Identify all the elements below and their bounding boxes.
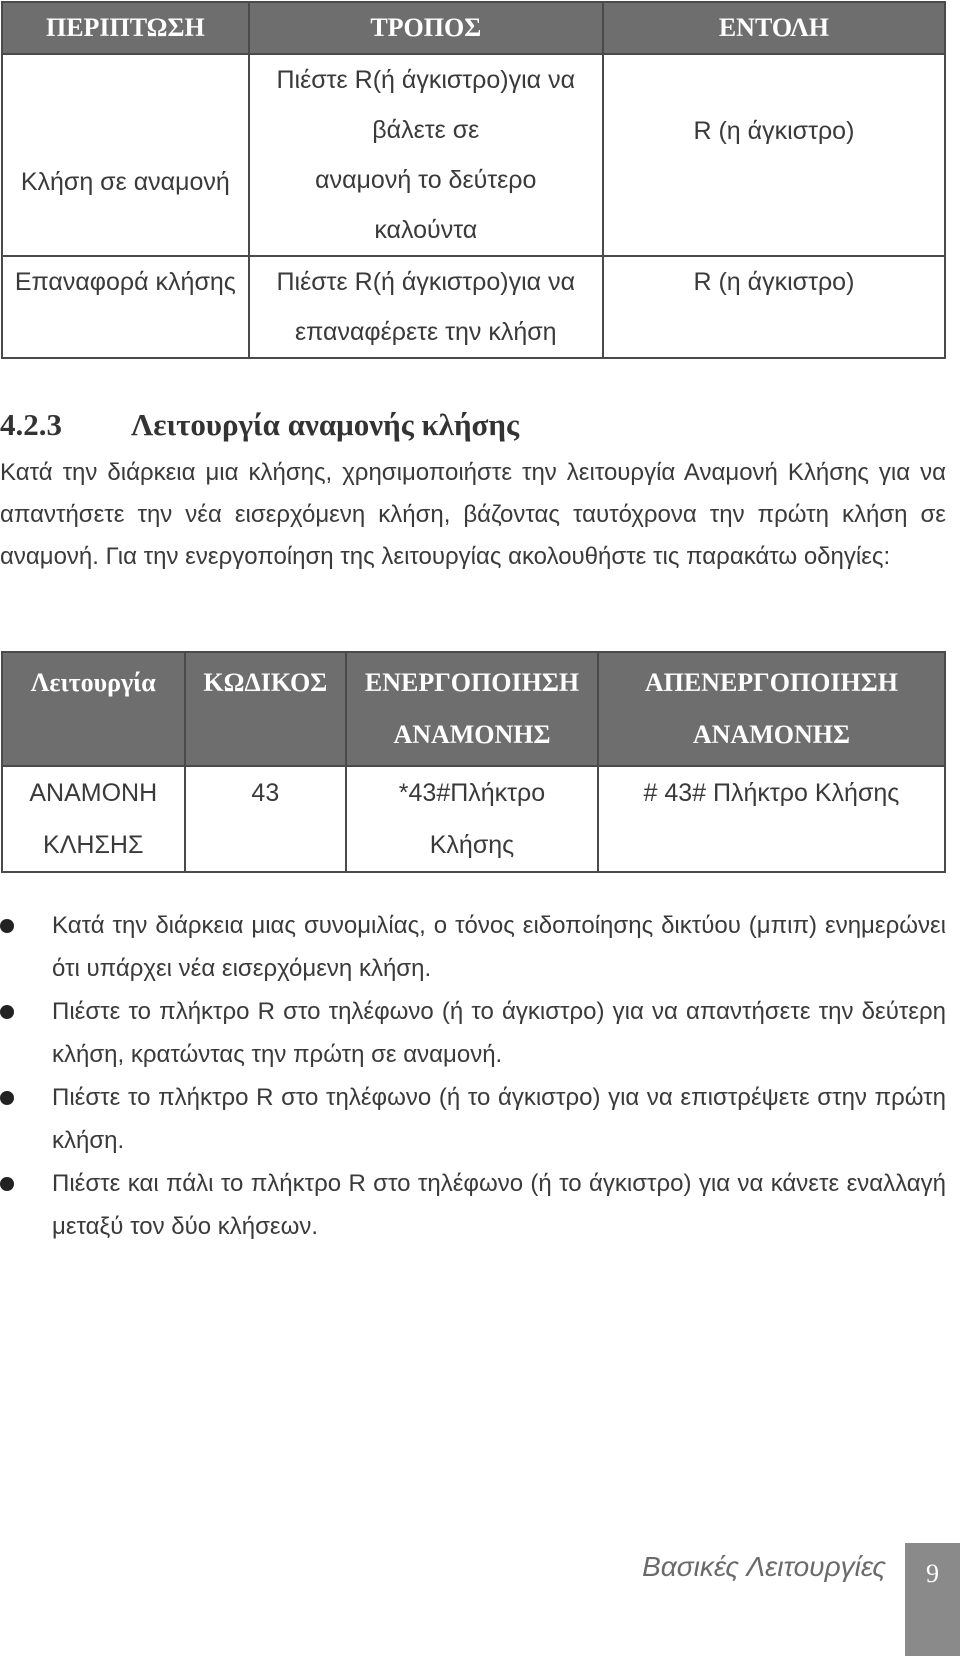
table-header-row [2,2,945,54]
bullet-icon [0,1177,14,1191]
header-method: ΤΡΟΠΟΣ [249,2,603,54]
table-row [2,256,945,358]
list-item-text: Πιέστε και πάλι το πλήκτρο R στο τηλέφωνο (ή το άγκιστρο) για να κάνετε εναλλαγή μεταξύ τον δύο κλήσεων. [52,1170,946,1240]
method-line: Πιέστε R(ή άγκιστρο)για να [276,66,576,94]
list-item [0,990,946,1076]
list-item [0,1076,946,1162]
case-cell: Επαναφορά κλήσης [2,256,249,358]
code-cell: 43 [185,766,347,872]
footer-title: Βασικές Λειτουργίες [642,1551,886,1582]
method-line: καλούντα [374,216,478,244]
header-command: ΕΝΤΟΛΗ [603,2,945,54]
section-heading [0,398,519,452]
method-line: αναμονή το δεύτερο [315,166,537,194]
header-activate [346,652,598,766]
header-case: ΠΕΡΙΠΤΩΣΗ [2,2,249,54]
list-item [0,1162,946,1248]
deactivate-cell: # 43# Πλήκτρο Κλήσης [598,766,945,872]
header-line: ΕΝΕΡΓΟΠΟΙΗΣΗ [364,668,580,697]
list-item [0,904,946,990]
instruction-list [0,904,946,1248]
list-item-text: Κατά την διάρκεια μιας συνομιλίας, ο τόνος ειδοποίησης δικτύου (μπιπ) ενημερώνει ότι υπάρχει νέα εισερχόμενη κλήση. [52,912,946,982]
method-cell [249,54,603,256]
bullet-icon [0,1091,14,1105]
function-cell [2,766,185,872]
method-line: Πιέστε R(ή άγκιστρο)για να [276,268,576,296]
method-cell [249,256,603,358]
page-number: 9 [905,1543,960,1656]
bullet-icon [0,919,14,933]
cell-line: *43#Πλήκτρο [398,779,546,807]
header-function [2,652,185,766]
section-number: 4.2.3 [0,407,62,442]
method-line: βάλετε σε [372,116,480,144]
table-row [2,766,945,872]
list-item-text: Πιέστε το πλήκτρο R στο τηλέφωνο (ή το άγκιστρο) για να απαντήσετε την δεύτερη κλήση, κρατώντας την πρώτη σε αναμονή. [52,998,946,1068]
table-row [2,54,945,256]
intro-paragraph: Κατά την διάρκεια μια κλήσης, χρησιμοποιήστε την λειτουργία Αναμονή Κλήσης για να απαντήσετε την νέα εισερχόμενη κλήση, βάζοντας ταυτόχρονα την πρώτη κλήση σε αναμονή. Για την ενεργοποίηση της λειτουργίας ακολουθήστε τις παρακάτω οδηγίες: [0,459,946,570]
header-line: ΑΝΑΜΟΝΗΣ [692,720,850,749]
call-waiting-table [1,651,946,873]
case-cell: Κλήση σε αναμονή [2,54,249,256]
header-line: ΑΠΕΝΕΡΓΟΠΟΙΗΣΗ [644,668,898,697]
header-line: ΚΩΔΙΚΟΣ [203,668,328,697]
cell-line: ΑΝΑΜΟΝΗ [29,779,158,807]
header-line: ΑΝΑΜΟΝΗΣ [393,720,551,749]
header-line: Λειτουργία [30,668,156,697]
header-deactivate [598,652,945,766]
list-item-text: Πιέστε το πλήκτρο R στο τηλέφωνο (ή το άγκιστρο) για να επιστρέψετε στην πρώτη κλήση. [52,1084,946,1154]
command-cell: R (η άγκιστρο) [603,256,945,358]
header-code [185,652,347,766]
method-line: επαναφέρετε την κλήση [294,318,557,346]
bullet-icon [0,1005,14,1019]
table-header-row [2,652,945,766]
call-hold-table [1,1,946,359]
cell-line: ΚΛΗΣΗΣ [43,831,144,859]
cell-line: Κλήσης [429,831,515,859]
command-cell: R (η άγκιστρο) [603,54,945,256]
section-title: Λειτουργία αναμονής κλήσης [131,407,520,442]
activate-cell [346,766,598,872]
